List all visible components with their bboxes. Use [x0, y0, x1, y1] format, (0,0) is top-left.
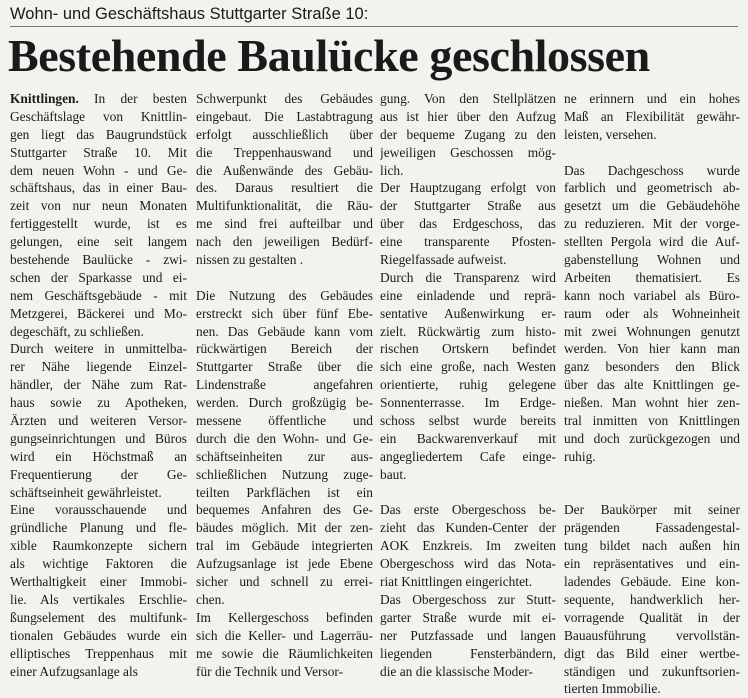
text-line: rückwärtigen Bereich der — [196, 341, 373, 357]
text-line: über das alte Knittlingen ge- — [564, 377, 740, 393]
text-line: Schwerpunkt des Gebäudes — [196, 91, 373, 106]
text-line: raum oder als Wohneinheit — [564, 305, 740, 321]
text-line: Bauausführung vervollstän- — [564, 627, 740, 643]
text-line: me sind frei aufteilbar und — [196, 216, 373, 232]
text-line-rest: In der besten — [78, 91, 187, 106]
text-line: teilten Parkflächen ist ein — [196, 484, 373, 500]
text-line: farblich und geometrisch ab- — [564, 180, 740, 196]
text-line: Durch weitere in unmittelba- — [10, 341, 187, 357]
text-line: Multifunktionalität, die Räu- — [196, 198, 373, 214]
text-line: die an die klassische Moder- — [380, 663, 533, 679]
text-line: eingebaut. Die Lastabtragung — [196, 108, 373, 124]
text-line: Im Kellergeschoss befinden — [196, 609, 373, 625]
text-line: angegliedertem Cafe einge- — [380, 448, 556, 464]
text-line: werden. Durch großzügig be- — [196, 395, 373, 411]
text-line: durch die den Wohn- und Ge- — [196, 430, 373, 446]
text-line: me sowie die Räumlichkeiten — [196, 645, 373, 661]
text-line: ruhig. — [564, 448, 596, 464]
text-line — [10, 90, 187, 108]
text-line: händler, der Nähe zum Rat- — [10, 377, 187, 393]
text-line: sich die Keller- und Lagerräu- — [196, 627, 373, 643]
text-line: erfolgt ausschließlich über — [196, 126, 373, 142]
text-line: Aufzugsanlage ist jede Ebene — [196, 556, 373, 572]
text-line: messene öffentliche und — [196, 413, 373, 429]
text-line: nen. Das Gebäude kann vom — [196, 323, 373, 339]
text-line: bestehende Baulücke - zwi- — [10, 252, 187, 268]
paragraph-gap — [564, 144, 740, 162]
paragraph-gap — [564, 484, 740, 502]
text-line: sequente, handwerklich her- — [564, 591, 740, 607]
text-line: Die Nutzung des Gebäudes — [196, 287, 373, 303]
text-line: die Außenwände des Gebäu- — [196, 162, 373, 178]
text-line: schließlichen Nutzung zuge- — [196, 466, 373, 482]
text-line: zieht das Kunden-Center der — [380, 520, 556, 536]
text-line: schoss selbst wurde bereits — [380, 413, 556, 429]
text-line: orientierte, ruhig gelegene — [380, 377, 556, 393]
text-line: baut. — [380, 466, 407, 482]
text-line: lie. Als vertikales Erschlie- — [10, 591, 187, 607]
text-column-3 — [380, 90, 556, 680]
text-line: die Treppenhauswand und — [196, 144, 373, 160]
text-line: tral inmitten von Knittlingen — [564, 413, 740, 429]
text-line: elliptisches Treppenhaus mit — [10, 645, 187, 661]
text-line: gung. Von den Stellplätzen — [380, 91, 556, 106]
text-line: ständigen und zukunftsorien- — [564, 663, 740, 679]
paragraph-gap — [196, 269, 373, 287]
text-line: zu reduzieren. Mit der vorge- — [564, 216, 740, 232]
text-line: degeschäft, zu schließen. — [10, 323, 144, 339]
text-line: rer Nähe liegende Einzel- — [10, 359, 187, 375]
text-line: Riegelfassade aufweist. — [380, 252, 507, 268]
text-line: Geschäftslage von Knittlin- — [10, 108, 187, 124]
text-line: sich eine große, nach Westen — [380, 359, 556, 375]
text-line: nissen zu gestalten . — [196, 252, 304, 268]
article-kicker: Wohn- und Geschäftshaus Stuttgarter Straße 10: — [10, 5, 369, 23]
text-line: liegenden Fensterbändern, — [380, 645, 556, 661]
text-line: der Stuttgarter Straße aus — [380, 198, 556, 214]
text-line: Metzgerei, Bäckerei und Mo- — [10, 305, 187, 321]
text-line: tung bildet nach außen hin — [564, 538, 740, 554]
text-line: eine transparente Pfosten- — [380, 234, 556, 250]
text-line: AOK Enzkreis. Im zweiten — [380, 538, 556, 554]
text-line: garter Straße wurde mit ei- — [380, 609, 556, 625]
text-line: schäftshaus, das in einer Bau- — [10, 180, 187, 196]
text-line: Der Hauptzugang erfolgt von — [380, 180, 556, 196]
text-line: ganz besonders den Blick — [564, 359, 740, 375]
text-line: Das Obergeschoss zur Stutt- — [380, 591, 556, 607]
text-line: tral im Gebäude integrierten — [196, 538, 373, 554]
text-line: Ärzten und weiteren Versor- — [10, 413, 187, 429]
text-line: chen. — [196, 591, 225, 607]
text-line: eine einladende und reprä- — [380, 287, 556, 303]
text-line: Lindenstraße angefahren — [196, 377, 373, 393]
text-line: ein Backwarenverkauf mit — [380, 430, 556, 446]
text-line: jeweiligen Geschossen mög- — [380, 144, 556, 160]
text-line: fertiggestellt wurde, ist es — [10, 216, 187, 232]
text-line: Arbeiten thematisiert. Es — [564, 269, 740, 285]
text-line: gelungen, eine seit langem — [10, 234, 187, 250]
text-line: einer Aufzugsanlage als — [10, 663, 138, 679]
text-line: Obergeschoss wird das Nota- — [380, 556, 556, 572]
text-line: gründliche Planung und fle- — [10, 520, 187, 536]
text-line: schen der Sparkasse und ei- — [10, 269, 187, 285]
text-line: Der Baukörper mit seiner — [564, 502, 740, 518]
text-line: vorragende Qualität in der — [564, 609, 740, 625]
text-line: gen liegt das Baugrundstück — [10, 126, 187, 142]
text-line: Durch die Transparenz wird — [380, 269, 556, 285]
text-column-4 — [564, 90, 740, 698]
text-line: nem Geschäftsgebäude - mit — [10, 287, 187, 303]
text-line: dem neuen Wohn - und Ge- — [10, 162, 187, 178]
text-line: Eine vorausschauende und — [10, 502, 187, 518]
text-line: werden. Von hier kann man — [564, 341, 740, 357]
text-line: sicher und schnell zu errei- — [196, 574, 373, 590]
text-line: gesetzt um die Gebäudehöhe — [564, 198, 740, 214]
text-line: des. Daraus resultiert die — [196, 180, 373, 196]
text-line: Maß an Flexibilität gewähr- — [564, 108, 740, 124]
text-line: xible Raumkonzepte sichern — [10, 538, 187, 554]
text-line: ein repräsentatives und ein- — [564, 556, 740, 572]
text-column-2 — [196, 90, 373, 680]
text-line: Stuttgarter Straße über die — [196, 359, 373, 375]
text-line: der bequeme Zugang zu den — [380, 126, 556, 142]
text-line: Das erste Obergeschoss be- — [380, 502, 556, 518]
paragraph-gap — [564, 466, 740, 484]
kicker-divider — [10, 26, 738, 27]
text-column-1 — [10, 90, 187, 680]
text-line: lich. — [380, 162, 404, 178]
text-line: nach den jeweiligen Bedürf- — [196, 234, 373, 250]
text-line: riat Knittlingen eingerichtet. — [380, 574, 533, 590]
text-line: prägenden Fassadengestal- — [564, 520, 740, 536]
dateline: Knittlingen. — [10, 91, 79, 106]
text-line: über das Erdgeschoss, das — [380, 216, 556, 232]
text-line: zielt. Rückwärtig zum histo- — [380, 323, 556, 339]
text-line: leisten, versehen. — [564, 126, 657, 142]
article-headline: Bestehende Baulücke geschlossen — [8, 30, 650, 81]
text-line: sentative Außenwirkung er- — [380, 305, 556, 321]
text-line: ner Putzfassade und langen — [380, 627, 556, 643]
text-line: ne erinnern und ein hohes — [564, 91, 740, 106]
text-line: erstreckt sich über fünf Ebe- — [196, 305, 373, 321]
text-line: kann noch variabel als Büro- — [564, 287, 740, 303]
text-line: bäudes möglich. Mit der zen- — [196, 520, 373, 536]
text-line: Werthaltigkeit einer Immobi- — [10, 574, 187, 590]
text-line: wird ein Höchstmaß an — [10, 448, 187, 464]
text-line: stellten Pergola wird die Auf- — [564, 234, 740, 250]
text-line: aus ist hier über den Aufzug — [380, 108, 556, 124]
text-line: haus sowie zu Apotheken, — [10, 395, 187, 411]
text-line: ladendes Gebäude. Eine kon- — [564, 574, 740, 590]
text-line: als wichtige Faktoren die — [10, 556, 187, 572]
text-line: schäftseinheiten zur aus- — [196, 448, 373, 464]
text-line: tionalen Gebäudes wurde ein — [10, 627, 187, 643]
text-line: bequemes Anfahren des Ge- — [196, 502, 373, 518]
text-line: gungseinrichtungen und Büros — [10, 430, 187, 446]
text-line: schäftseinheit gewährleistet. — [10, 484, 162, 500]
text-line: nießen. Man wohnt hier zen- — [564, 395, 740, 411]
text-line: mit zwei Wohnungen genutzt — [564, 323, 740, 339]
text-line: und doch zurückgezogen und — [564, 430, 740, 446]
text-line: Stuttgarter Straße 10. Mit — [10, 144, 187, 160]
text-line: gabenstellung Wohnen und — [564, 252, 740, 268]
text-line: digt das Bild einer wertbe- — [564, 645, 740, 661]
text-line: rischen Ortskern befindet — [380, 341, 556, 357]
text-line: ßungselement des multifunk- — [10, 609, 187, 625]
text-line: Sonnenterrasse. Im Erdge- — [380, 395, 556, 411]
text-line: Frequentierung der Ge- — [10, 466, 187, 482]
paragraph-gap — [380, 484, 556, 502]
text-line: tierten Immobilie. — [564, 681, 661, 697]
text-line: zeit von nur neun Monaten — [10, 198, 187, 214]
text-line: Das Dachgeschoss wurde — [564, 162, 740, 178]
text-line: für die Technik und Versor- — [196, 663, 344, 679]
